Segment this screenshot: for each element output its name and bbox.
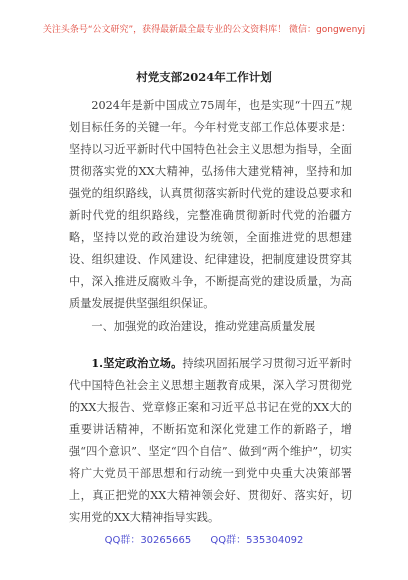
document-title: 村党支部2024年工作计划	[136, 70, 272, 84]
qq-group-1: QQ群：30265665	[104, 535, 192, 546]
item-lead: 1.坚定政治立场。	[91, 356, 183, 370]
item-paragraph	[69, 352, 352, 529]
qq-group-2: QQ群：535304092	[210, 535, 304, 546]
section-heading: 一、加强党的政治建设，推动党建高质量发展	[91, 320, 316, 333]
footer-contacts	[0, 531, 408, 546]
item-text: 持续巩固拓展学习贯彻习近平新时代中国特色社会主义思想主题教育成果，深入学习贯彻党的XX大报告、党章修正案和习近平总书记在党的XX大的重要讲话精神，不断拓宽和深化党建工作的新路子，增强“四个意识”、坚定“四个自信”、做到“两个维护”，切实将广大党员干部思想和行动统一到党中央重大决策部署上，真正把党的XX大精神领会好、贯彻好、落实好，切实用党的XX大精神指导实践。	[69, 357, 352, 524]
intro-paragraph: 2024年是新中国成立75周年，也是实现“十四五”规划目标任务的关键一年。今年村党支部工作总体要求是：坚持以习近平新时代中国特色社会主义思想为指导，全面贯彻落实党的XX大精神，弘扬伟大建党精神，坚持和加强党的组织路线，认真贯彻落实新时代党的建设总要求和新时代党的组织路线，完整准确贯彻新时代党的治疆方略，坚持以党的政治建设为统领，全面推进党的思想建设、组织建设、作风建设、纪律建设，把制度建设贯穿其中，深入推进反腐败斗争，不断提高党的建设质量，为高质量发展提供坚强组织保证。	[69, 99, 352, 310]
promo-banner: 关注头条号“公文研究”，获得最新最全最专业的公文资料库！ 微信：gongwenyj	[42, 25, 366, 35]
